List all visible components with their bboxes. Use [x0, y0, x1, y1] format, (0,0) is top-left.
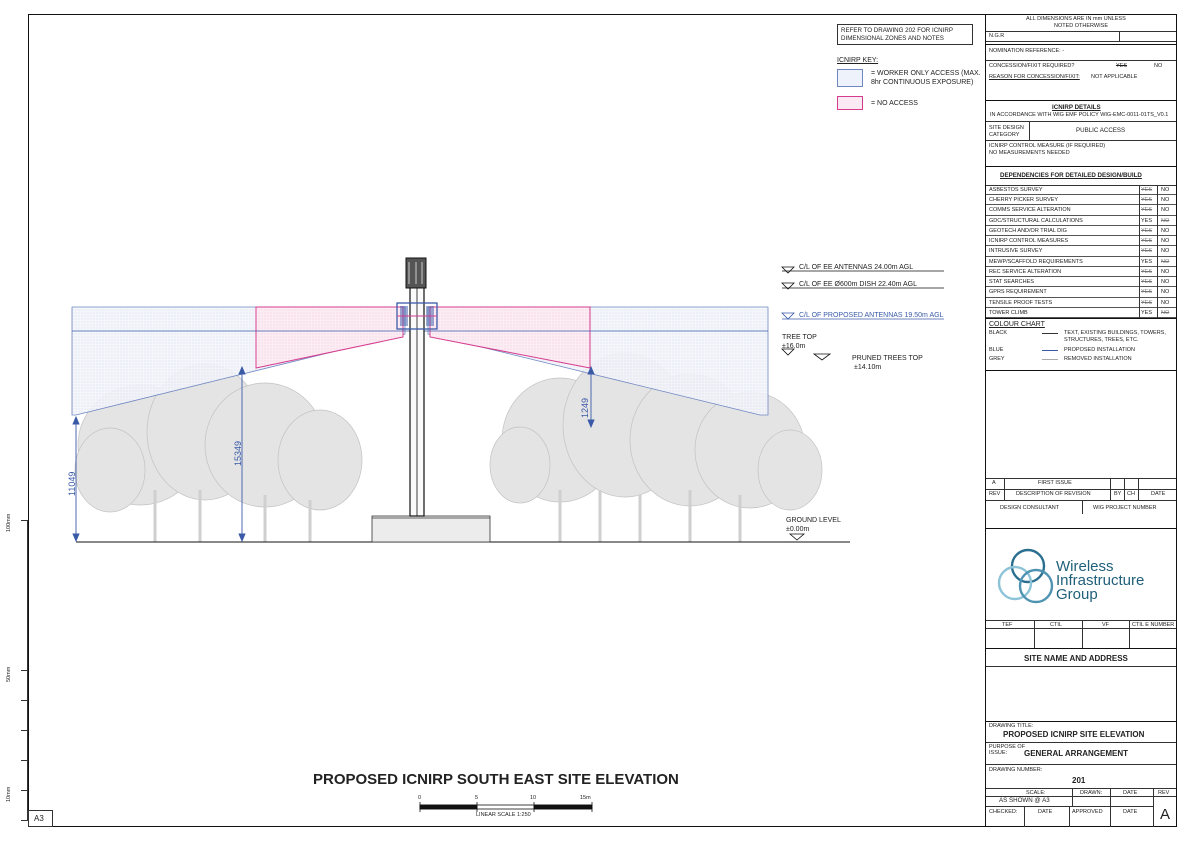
drawing-number: 201 [1072, 776, 1086, 785]
dependency-yes: YES [1141, 268, 1153, 275]
level-tree-top-label: TREE TOP [782, 334, 817, 341]
drawing-title-label: DRAWING TITLE: [989, 723, 1034, 729]
key-title: ICNIRP KEY: [837, 57, 879, 64]
key-no-access: = NO ACCESS [871, 100, 918, 107]
company-logo-icon [996, 546, 1056, 606]
dependency-name: COMMS SERVICE ALTERATION [989, 207, 1071, 214]
icnirp-details-title: ICNIRP DETAILS [1052, 104, 1101, 111]
rev-header-desc: DESCRIPTION OF REVISION [1016, 491, 1091, 497]
scale-tick-15: 15m [580, 795, 591, 801]
reason-value: NOT APPLICABLE [1091, 74, 1138, 80]
revision-rev: A [992, 480, 996, 486]
rev-header-ch: CH [1127, 491, 1135, 497]
dependency-yes: YES [1141, 207, 1153, 214]
site-name-label: SITE NAME AND ADDRESS [1024, 654, 1128, 663]
dependency-row [986, 277, 1176, 287]
nomination-ref: NOMINATION REFERENCE: - [989, 48, 1065, 54]
key-worker-line-2: 8hr CONTINUOUS EXPOSURE) [871, 79, 974, 86]
purpose-label-2: ISSUE: [989, 750, 1008, 756]
id-ctil: CTIL [1050, 622, 1062, 628]
dependency-row [986, 185, 1176, 195]
dependency-yes: YES [1141, 227, 1153, 234]
control-measure-label: ICNIRP CONTROL MEASURE (IF REQUIRED) [989, 143, 1106, 149]
dependency-no: NO [1161, 279, 1170, 286]
purpose-label-1: PURPOSE OF [989, 744, 1026, 750]
logo-text-2: Infrastructure [1056, 572, 1145, 589]
level-pruned-label: PRUNED TREES TOP [852, 355, 923, 362]
rev-header-date: DATE [1151, 491, 1166, 497]
dependency-no: NO [1161, 187, 1170, 193]
colour-black-desc-1: TEXT, EXISTING BUILDINGS, TOWERS, [1064, 330, 1166, 336]
key-worker-line-1: = WORKER ONLY ACCESS (MAX. [871, 70, 981, 77]
concession-no: NO [1154, 63, 1163, 69]
dependency-yes: YES [1141, 217, 1153, 224]
dependency-name: TENSILE PROOF TESTS [989, 299, 1053, 306]
reason-label: REASON FOR CONCESSION/FIXIT: [989, 74, 1080, 80]
scale-tick-0: 0 [418, 795, 422, 801]
dependency-name: GPRS REQUIREMENT [989, 289, 1047, 296]
revision-desc: FIRST ISSUE [1038, 480, 1072, 486]
dimension-right: 1249 [580, 397, 590, 418]
compound [372, 516, 490, 542]
no-access-zone-left [256, 307, 403, 368]
dependency-no: NO [1161, 238, 1170, 245]
dependencies-title: DEPENDENCIES FOR DETAILED DESIGN/BUILD [1000, 172, 1142, 179]
dependency-no: NO [1161, 289, 1170, 296]
icnirp-policy: IN ACCORDANCE WITH WIG EMF POLICY WIG-EMC-0011-01TS_V0.1 [990, 112, 1169, 118]
title-block [985, 14, 1177, 827]
dependency-no: NO [1161, 268, 1170, 275]
dims-note-2: NOTED OTHERWISE [1054, 23, 1108, 29]
dependency-yes: YES [1141, 248, 1153, 255]
dependency-no: NO [1161, 299, 1170, 306]
drawing-title: PROPOSED ICNIRP SITE ELEVATION [1003, 730, 1145, 739]
drawing-heading: PROPOSED ICNIRP SOUTH EAST SITE ELEVATION [313, 771, 679, 788]
purpose-value: GENERAL ARRANGEMENT [1024, 749, 1129, 758]
rev-header-by: BY [1114, 491, 1122, 497]
dependency-no: NO [1161, 197, 1170, 204]
dependency-row [986, 308, 1176, 318]
rev-label: REV [1158, 790, 1170, 796]
project-number-label: WIG PROJECT NUMBER [1093, 505, 1157, 511]
rev-value: A [1160, 806, 1171, 823]
logo-text-3: Group [1056, 586, 1098, 603]
dimension-center: 15349 [233, 440, 243, 466]
dependency-name: REC SERVICE ALTERATION [989, 268, 1062, 275]
scale-label: SCALE: [1026, 790, 1046, 796]
scale-value: AS SHOWN @ A3 [999, 797, 1050, 804]
dimension-left: 11049 [67, 471, 77, 496]
design-consultant-label: DESIGN CONSULTANT [1000, 505, 1060, 511]
dependency-yes: YES [1141, 187, 1153, 193]
id-vf: VF [1102, 622, 1110, 628]
dependency-name: TOWER CLIMB [989, 309, 1028, 316]
site-category-label-2: CATEGORY [989, 132, 1020, 138]
dependencies-table [986, 185, 1176, 318]
concession-label: CONCESSION/FIXIT REQUIRED? [989, 63, 1075, 69]
colour-grey-desc: REMOVED INSTALLATION [1064, 356, 1132, 362]
scale-tick-10: 10 [530, 795, 537, 801]
id-tef: TEF [1002, 622, 1013, 628]
dependency-yes: YES [1141, 289, 1153, 296]
scale-tick-5: 5 [475, 795, 479, 801]
dependency-no: NO [1161, 258, 1170, 265]
no-access-zone-right [430, 307, 590, 368]
checked-label: CHECKED: [989, 809, 1018, 815]
dependency-yes: YES [1141, 279, 1153, 286]
level-pruned-value: ±14.10m [854, 364, 882, 371]
id-ctil-e: CTIL E NUMBER [1132, 622, 1175, 628]
dependency-yes: YES [1141, 238, 1153, 245]
dependency-no: NO [1161, 227, 1170, 234]
drawing-number-label: DRAWING NUMBER: [989, 767, 1043, 773]
dependency-row [986, 195, 1176, 205]
dims-note-1: ALL DIMENSIONS ARE IN mm UNLESS [1026, 16, 1126, 22]
date-label-1: DATE [1123, 790, 1138, 796]
level-proposed-antennas: C/L OF PROPOSED ANTENNAS 19.50m AGL [799, 312, 944, 319]
dependency-yes: YES [1141, 258, 1153, 265]
dependency-no: NO [1161, 248, 1170, 255]
dependency-yes: YES [1141, 299, 1153, 306]
margin-scale-10: 10mm [6, 786, 12, 802]
dependency-name: INTRUSIVE SURVEY [989, 248, 1043, 255]
dependency-name: MEWP/SCAFFOLD REQUIREMENTS [989, 258, 1083, 265]
dependency-name: ASBESTOS SURVEY [989, 187, 1043, 193]
colour-blue-desc: PROPOSED INSTALLATION [1064, 347, 1136, 353]
ngr-label: N.G.R [989, 33, 1005, 39]
colour-black-desc-2: STRUCTURES, TREES, ETC. [1064, 337, 1139, 343]
colour-blue-name: BLUE [989, 347, 1004, 353]
margin-scale-50: 50mm [6, 666, 12, 682]
dependency-row [986, 257, 1176, 267]
level-ground-label: GROUND LEVEL [786, 517, 841, 524]
note-line-1: REFER TO DRAWING 202 FOR ICNIRP [841, 27, 953, 34]
rev-header-rev: REV [989, 491, 1001, 497]
dependency-row [986, 246, 1176, 256]
dependency-row [986, 216, 1176, 226]
dependency-no: NO [1161, 207, 1170, 214]
dependency-name: GEOTECH AND/OR TRIAL DIG [989, 227, 1067, 234]
dependency-name: CHERRY PICKER SURVEY [989, 197, 1059, 204]
margin-scale-100: 100mm [6, 513, 12, 532]
control-measure-value: NO MEASUREMENTS NEEDED [989, 150, 1070, 156]
dependency-row [986, 267, 1176, 277]
level-ee-dish: C/L OF EE Ø600m DISH 22.40m AGL [799, 281, 918, 288]
dependency-yes: YES [1141, 309, 1153, 316]
dependency-row [986, 236, 1176, 246]
dependency-no: NO [1161, 217, 1170, 224]
logo-text-1: Wireless [1056, 558, 1114, 575]
dependency-no: NO [1161, 309, 1170, 316]
note-line-2: DIMENSIONAL ZONES AND NOTES [841, 35, 944, 42]
level-ground-value: ±0.00m [786, 526, 810, 533]
concession-yes: YES [1116, 63, 1128, 69]
dependency-name: ICNIRP CONTROL MEASURES [989, 238, 1069, 245]
dependency-name: STAT SEARCHES [989, 279, 1034, 286]
dependency-row [986, 298, 1176, 308]
colour-chart-title: COLOUR CHART [989, 321, 1045, 328]
colour-grey-name: GREY [989, 356, 1005, 362]
dependency-row [986, 287, 1176, 297]
dependency-row [986, 226, 1176, 236]
colour-black-name: BLACK [989, 330, 1008, 336]
scale-caption: LINEAR SCALE 1:250 [476, 812, 531, 818]
scale-bar-graphic [420, 802, 592, 812]
date-label-3: DATE [1123, 809, 1138, 815]
site-category-value: PUBLIC ACCESS [1076, 127, 1126, 134]
dependency-row [986, 205, 1176, 215]
sheet-size: A3 [34, 814, 44, 823]
dependency-name: GDC/STRUCTURAL CALCULATIONS [989, 217, 1083, 224]
drawn-label: DRAWN: [1080, 790, 1103, 796]
level-ee-antennas: C/L OF EE ANTENNAS 24.00m AGL [799, 264, 914, 271]
approved-label: APPROVED [1072, 809, 1103, 815]
level-tree-top-value: ±16.0m [782, 343, 806, 350]
date-label-2: DATE [1038, 809, 1053, 815]
dependency-yes: YES [1141, 197, 1153, 204]
site-category-label-1: SITE DESIGN [989, 125, 1024, 131]
